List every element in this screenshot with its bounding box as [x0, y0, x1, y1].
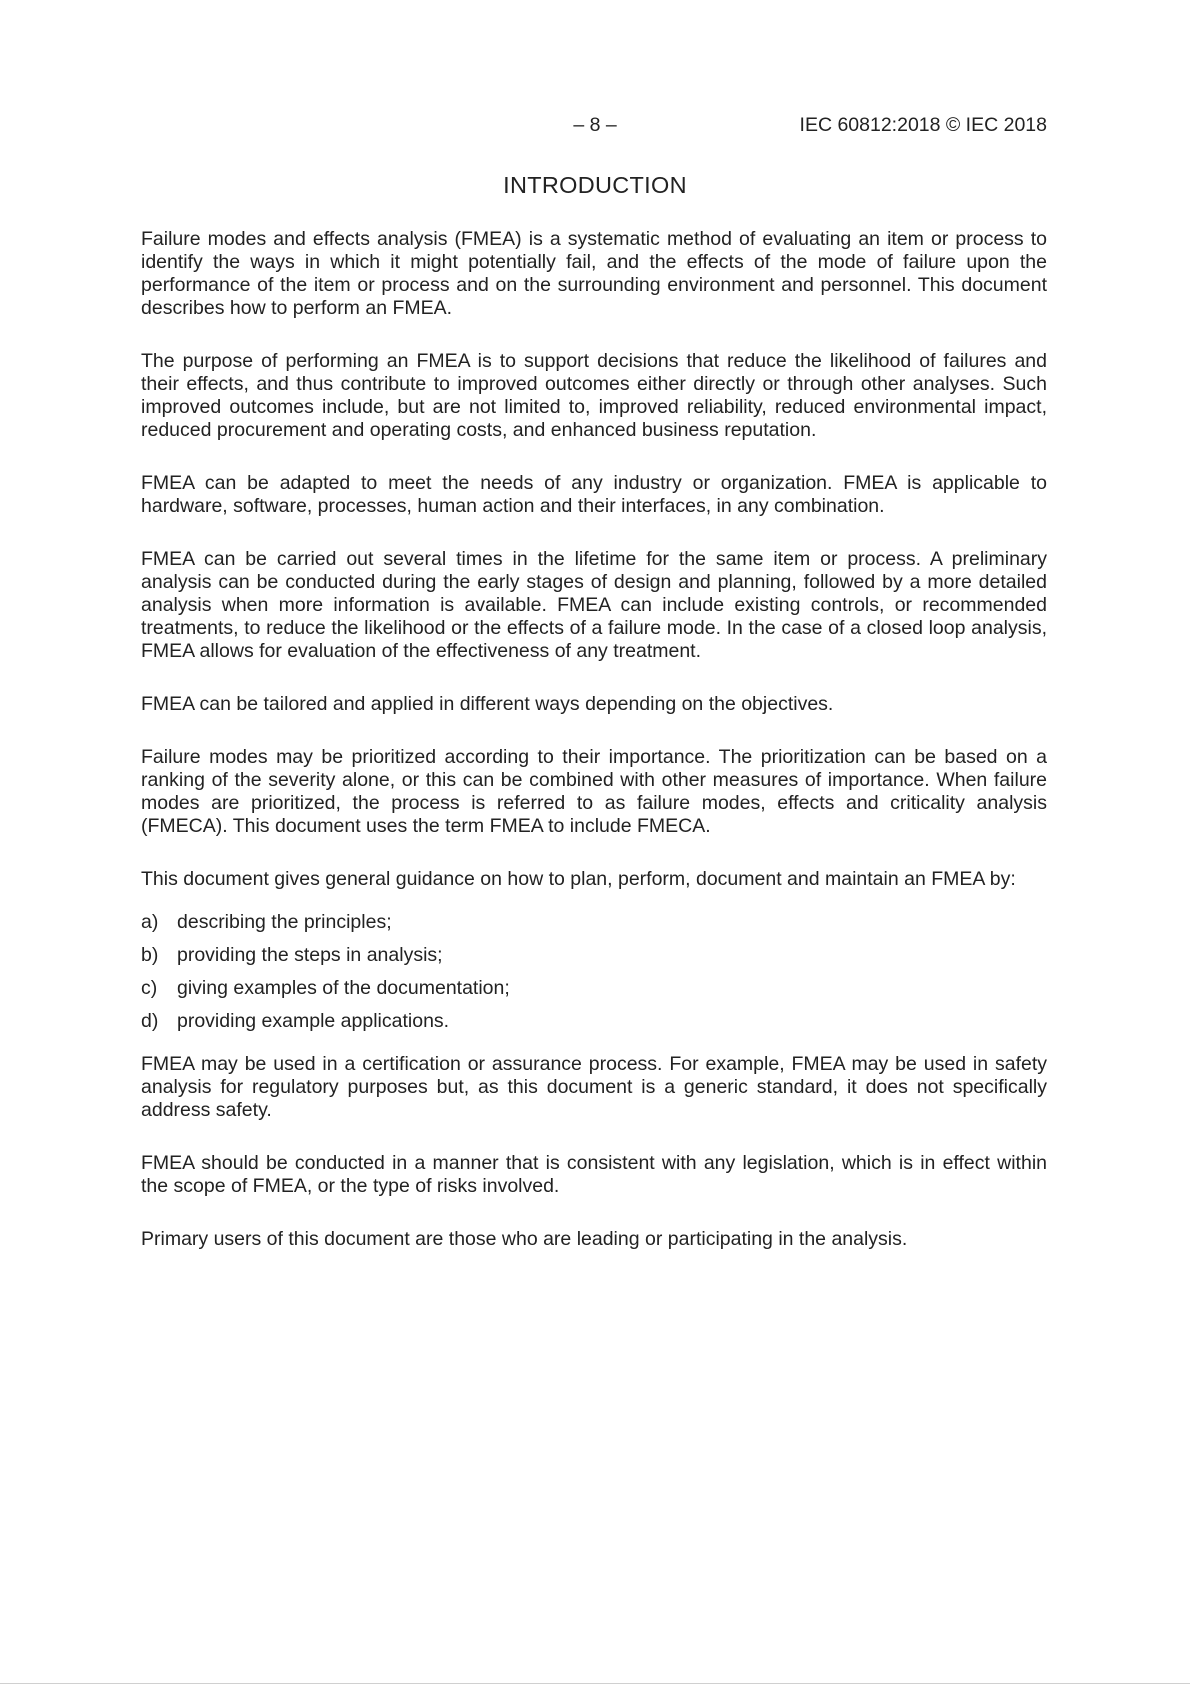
list-item-text: describing the principles;: [177, 911, 392, 933]
list-marker: a): [141, 911, 159, 933]
paragraph-prioritization: Failure modes may be prioritized according to their importance. The prioritization can be based on a ranking of the severity alone, or this can be combined with other measures of importance. When failure modes are prioritized, the process is referred to as failure modes, effects and criticality analysis (FMECA). This document uses the term FMEA to include FMECA.: [141, 746, 1047, 837]
paragraph-fmea-definition: Failure modes and effects analysis (FMEA) is a systematic method of evaluating an item or process to identify the ways in which it might potentially fail, and the effects of the mode of failure upon the performance of the item or process and on the surrounding environment and personnel. This document describes how to perform an FMEA.: [141, 228, 1047, 319]
list-item: [141, 977, 1047, 1000]
list-item-text: providing the steps in analysis;: [177, 944, 443, 966]
list-marker: b): [141, 944, 159, 966]
list-item-text: providing example applications.: [177, 1010, 450, 1032]
paragraph-guidance: This document gives general guidance on how to plan, perform, document and maintain an FMEA by:: [141, 868, 1016, 890]
list-item: [141, 944, 1047, 967]
paragraph-primary-users: Primary users of this document are those who are leading or participating in the analysis.: [141, 1228, 908, 1250]
paragraph-certification: FMEA may be used in a certification or assurance process. For example, FMEA may be used in safety analysis for regulatory purposes but, as this document is a generic standard, it does not specifically address safety.: [141, 1053, 1047, 1121]
paragraph-lifetime: FMEA can be carried out several times in the lifetime for the same item or process. A preliminary analysis can be conducted during the early stages of design and planning, followed by a more detailed analysis when more information is available. FMEA can include existing controls, or recommended treatments, to reduce the likelihood or the effects of a failure mode. In the case of a closed loop analysis, FMEA allows for evaluation of the effectiveness of any treatment.: [141, 548, 1047, 662]
document-identifier: IEC 60812:2018 © IEC 2018: [799, 114, 1047, 136]
page-number: – 8 –: [573, 114, 617, 136]
paragraph-applicability: FMEA can be adapted to meet the needs of any industry or organization. FMEA is applicable to hardware, software, processes, human action and their interfaces, in any combination.: [141, 472, 1047, 517]
list-item: [141, 911, 1047, 934]
paragraph-tailoring: FMEA can be tailored and applied in different ways depending on the objectives.: [141, 693, 834, 715]
list-marker: c): [141, 977, 158, 999]
list-item-text: giving examples of the documentation;: [177, 977, 510, 999]
document-body: [141, 228, 1047, 1281]
guidance-list: [141, 911, 1047, 1033]
list-marker: d): [141, 1010, 159, 1032]
paragraph-purpose: The purpose of performing an FMEA is to support decisions that reduce the likelihood of failures and their effects, and thus contribute to improved outcomes either directly or through other analyses. Such improved outcomes include, but are not limited to, improved reliability, reduced environmental impact, reduced procurement and operating costs, and enhanced business reputation.: [141, 350, 1047, 441]
section-title: INTRODUCTION: [503, 172, 687, 198]
list-item: [141, 1010, 1047, 1033]
paragraph-legislation: FMEA should be conducted in a manner that is consistent with any legislation, which is in effect within the scope of FMEA, or the type of risks involved.: [141, 1152, 1047, 1197]
